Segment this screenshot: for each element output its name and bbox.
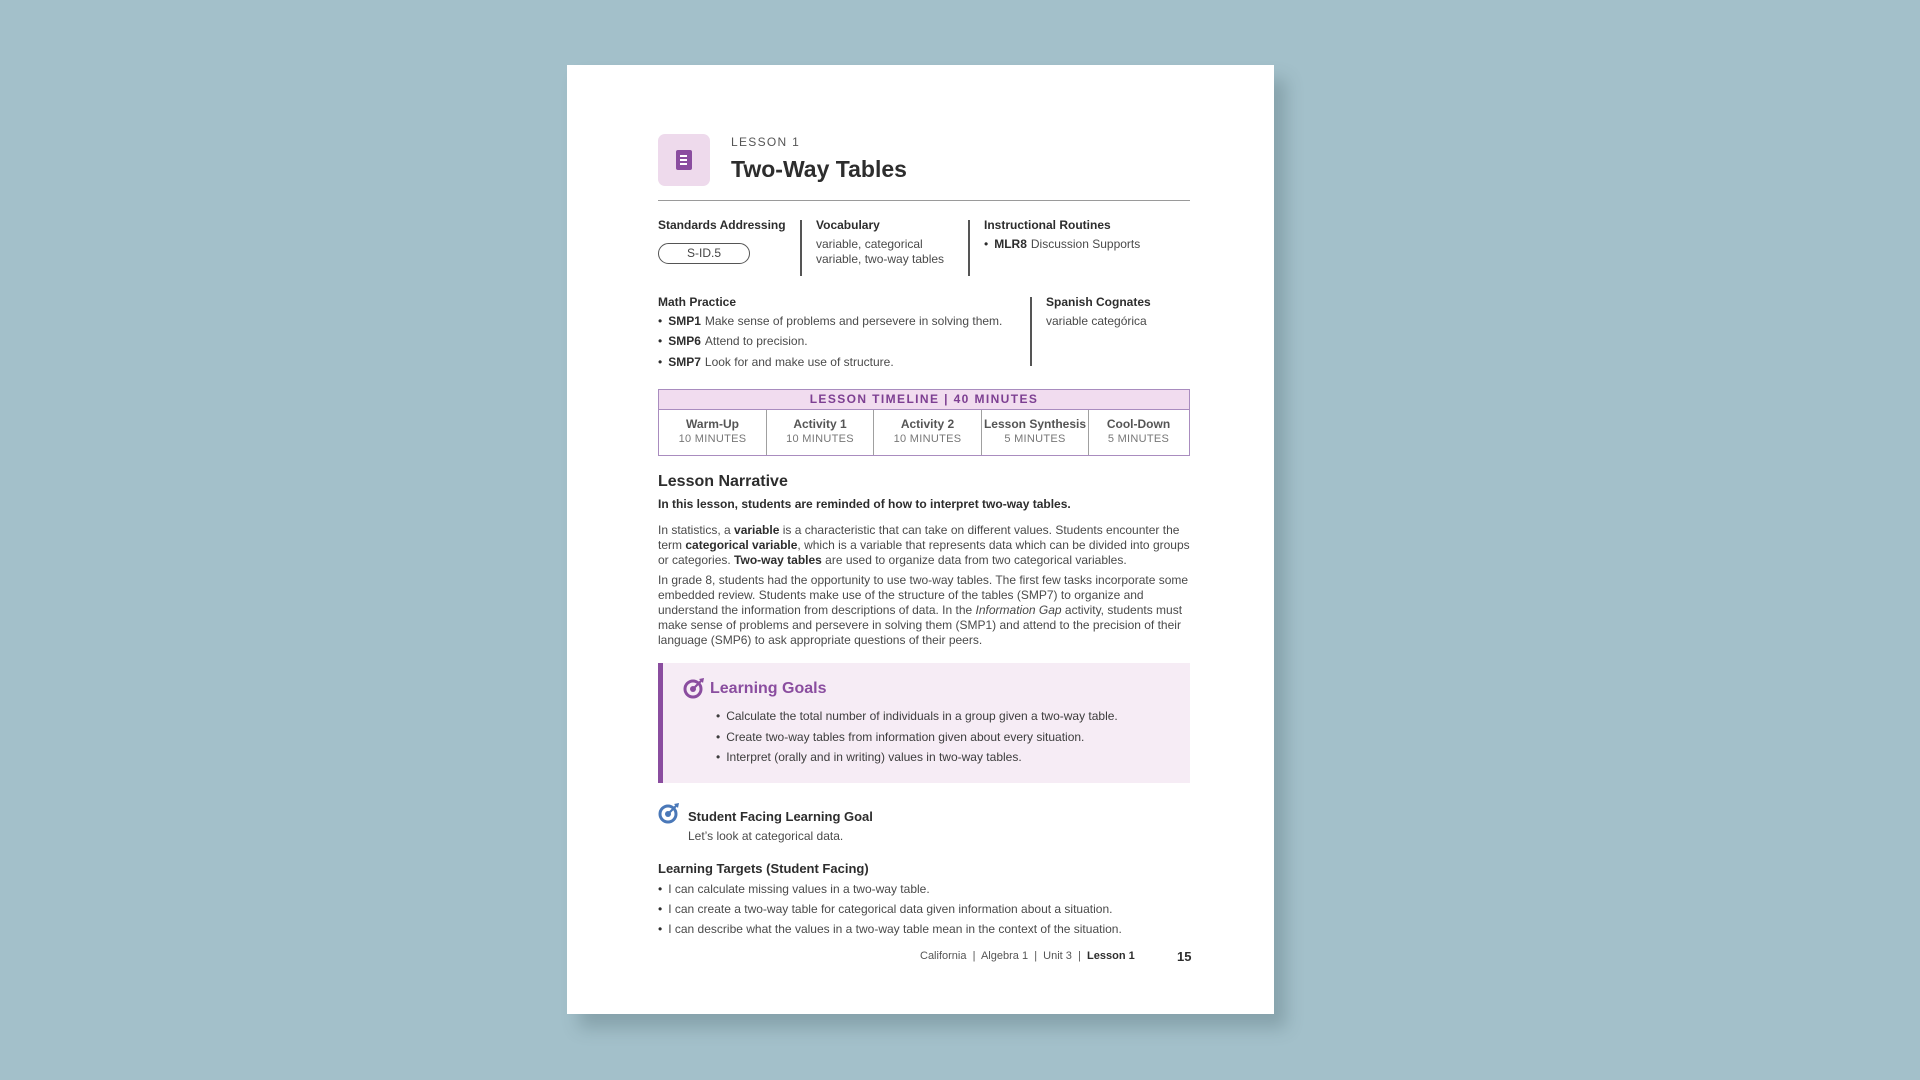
student-goal-text: Let’s look at categorical data. <box>688 829 844 843</box>
student-goal-title: Student Facing Learning Goal <box>688 809 873 824</box>
vocabulary-line-2: variable, two-way tables <box>816 252 945 266</box>
standard-badge: S-ID.5 <box>658 243 750 264</box>
target-item: • I can calculate missing values in a two-way table. <box>658 882 930 896</box>
header-divider <box>658 200 1190 201</box>
narrative-heading: Lesson Narrative <box>658 473 788 490</box>
timeline-cell-name: Activity 1 <box>793 417 847 431</box>
narrative-lead: In this lesson, students are reminded of how to interpret two-way tables. <box>658 497 1071 511</box>
divider <box>800 220 802 276</box>
lesson-timeline <box>658 389 1190 456</box>
timeline-cell <box>659 410 767 455</box>
timeline-cell-name: Warm-Up <box>686 417 739 431</box>
page-title: Two-Way Tables <box>731 156 907 182</box>
learning-goal-item: • Create two-way tables from information given about every situation. <box>716 730 1084 744</box>
timeline-cell-duration: 5 MINUTES <box>1004 433 1066 445</box>
student-goal-icon <box>658 802 680 824</box>
timeline-cell <box>1089 410 1188 455</box>
timeline-title: LESSON TIMELINE | 40 MINUTES <box>659 390 1189 410</box>
cognates-text: variable categórica <box>1046 314 1147 328</box>
target-icon <box>683 677 705 699</box>
learning-goal-item: • Calculate the total number of individuals in a group given a two-way table. <box>716 709 1118 723</box>
timeline-cell-duration: 10 MINUTES <box>786 433 854 445</box>
timeline-cell-name: Lesson Synthesis <box>983 417 1087 431</box>
vocabulary-label: Vocabulary <box>816 218 880 232</box>
timeline-cell <box>982 410 1089 455</box>
math-practice-item: • SMP1 Make sense of problems and persevere in solving them. <box>658 314 1002 328</box>
target-item: • I can create a two-way table for categorical data given information about a situation. <box>658 902 1112 916</box>
timeline-cell-name: Activity 2 <box>900 417 955 431</box>
learning-goals-title: Learning Goals <box>710 680 827 697</box>
timeline-row <box>659 410 1189 455</box>
timeline-cell-duration: 10 MINUTES <box>893 433 962 445</box>
lesson-eyebrow: LESSON 1 <box>731 135 801 149</box>
timeline-cell-duration: 10 MINUTES <box>678 433 747 445</box>
timeline-cell <box>767 410 874 455</box>
math-practice-item: • SMP7 Look for and make use of structure. <box>658 355 894 369</box>
math-practice-item: • SMP6 Attend to precision. <box>658 334 808 348</box>
routines-label: Instructional Routines <box>984 218 1111 232</box>
narrative-paragraph-2: In grade 8, students had the opportunity to use two-way tables. The first few tasks incorporate some embedded review. Students make use of the structure of the tables (SMP7) to organize and understand the information from descriptions of data. In the Information Gap activity, students must make sense of problems and persevere in solving them (SMP1) and attend to the precision of their language (SMP6) to ask appropriate questions of their peers. <box>658 573 1189 647</box>
math-practice-label: Math Practice <box>658 295 737 309</box>
page-number: 15 <box>1177 949 1192 964</box>
learning-goals-box <box>658 663 1190 783</box>
timeline-cell-name: Cool-Down <box>1106 417 1171 431</box>
standards-label: Standards Addressing <box>658 218 786 232</box>
divider <box>1030 297 1032 366</box>
page-footer: California | Algebra 1 | Unit 3 | Lesson 1 <box>920 950 1135 962</box>
learning-goal-item: • Interpret (orally and in writing) values in two-way tables. <box>716 750 1022 764</box>
timeline-cell-duration: 5 MINUTES <box>1107 433 1170 445</box>
document-icon <box>658 134 710 186</box>
target-item: • I can describe what the values in a two-way table mean in the context of the situation. <box>658 922 1122 936</box>
timeline-cell <box>874 410 982 455</box>
divider <box>968 220 970 276</box>
cognates-label: Spanish Cognates <box>1046 295 1151 309</box>
targets-title: Learning Targets (Student Facing) <box>658 861 869 876</box>
routine-item: • MLR8 Discussion Supports <box>984 237 1140 251</box>
narrative-paragraph-1: In statistics, a variable is a characteristic that can take on different values. Students encounter the term categorical variable, which is a variable that represents data which can be divided into groups or categories. Two-way tables are used to organize data from two categorical variables. <box>658 523 1190 567</box>
document-page <box>567 65 1274 1014</box>
vocabulary-line-1: variable, categorical <box>816 237 923 251</box>
